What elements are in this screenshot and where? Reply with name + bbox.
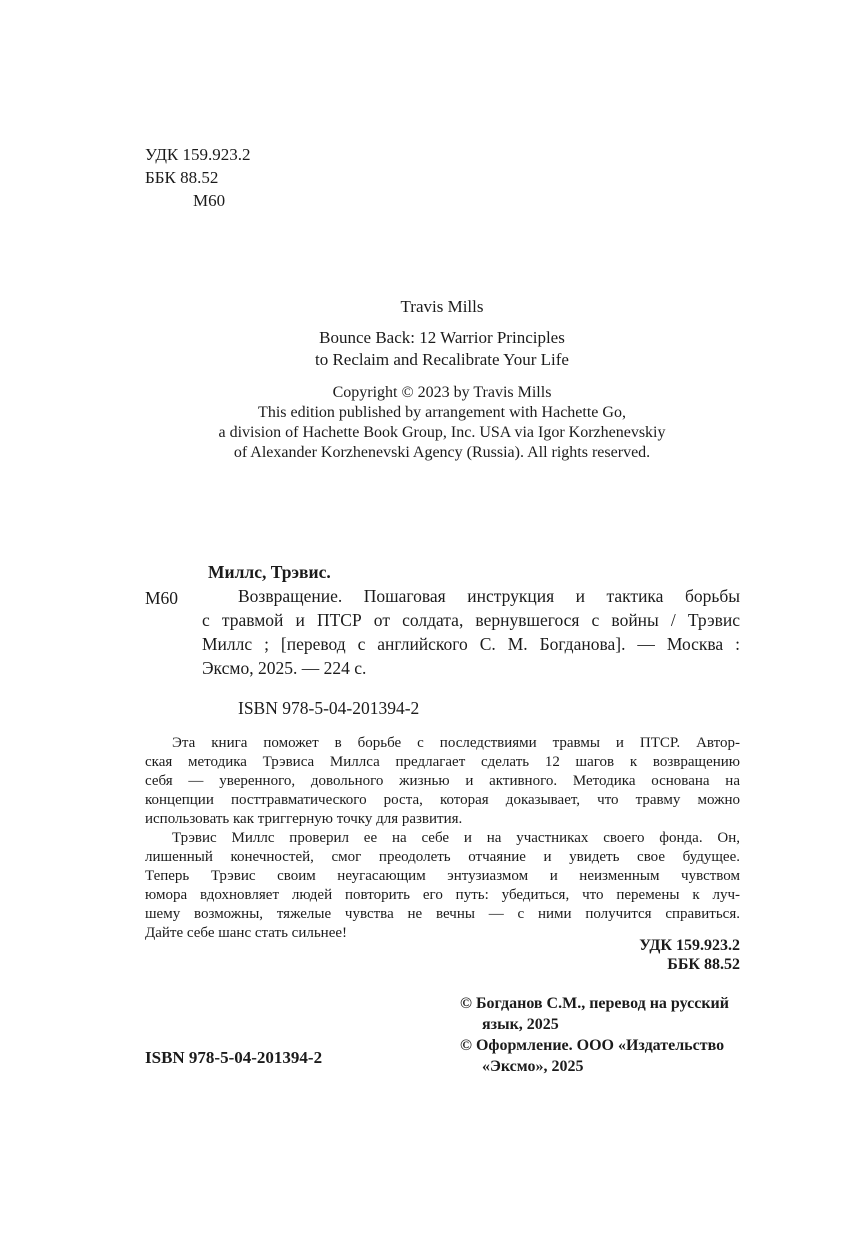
annotation-line: Эта книга поможет в борьбе с последствиями травмы и ПТСР. Автор- xyxy=(172,735,740,751)
credit-line: © Богданов С.М., перевод на русский xyxy=(460,995,729,1012)
copyright-line: a division of Hachette Book Group, Inc. USA via Igor Korzhenevskiy xyxy=(218,424,666,441)
isbn-bottom: ISBN 978-5-04-201394-2 xyxy=(145,1048,323,1067)
rights-credits xyxy=(460,993,752,1077)
copyright-line: of Alexander Korzhenevski Agency (Russia). All rights reserved. xyxy=(233,444,651,461)
author-sign-top: М60 xyxy=(193,191,226,210)
annotation-line: юмора вдохновляет людей повторить его путь: убедиться, что перемены к луч- xyxy=(145,887,740,903)
original-title-line-1: Bounce Back: 12 Warrior Principles xyxy=(319,328,565,347)
annotation-line: Трэвис Миллс проверил ее на себе и на участниках своего фонда. Он, xyxy=(172,830,740,846)
isbn-catalog: ISBN 978-5-04-201394-2 xyxy=(238,698,420,718)
copyright-line: This edition published by arrangement with Hachette Go, xyxy=(258,404,626,421)
credit-line-continuation: «Эксмо», 2025 xyxy=(482,1058,584,1075)
annotation-line: концепции посттравматического роста, которая доказывает, что травму можно xyxy=(145,792,740,808)
author-sign: М60 xyxy=(145,588,179,608)
bbk-code-bottom: ББК 88.52 xyxy=(667,956,740,973)
original-title-line-2: to Reclaim and Recalibrate Your Life xyxy=(315,350,569,369)
annotation-line: лишенный конечностей, смог преодолеть отчаяние и увидеть свое будущее. xyxy=(145,849,740,865)
udk-code-top: УДК 159.923.2 xyxy=(145,145,251,164)
catalog-line: Эксмо, 2025. — 224 с. xyxy=(202,658,367,678)
annotation-line: Теперь Трэвис своим неугасающим энтузиазмом и неизменным чувством xyxy=(145,868,740,884)
annotation-line: Дайте себе шанс стать сильнее! xyxy=(145,925,348,941)
bbk-code-top: ББК 88.52 xyxy=(145,168,219,187)
annotation-line: использовать как триггерную точку для развития. xyxy=(145,811,463,827)
annotation-line: ская методика Трэвиса Миллса предлагает сделать 12 шагов к возвращению xyxy=(145,754,740,770)
catalog-codes-top xyxy=(145,143,251,212)
annotation-line: себя — уверенного, довольного жизнью и активного. Методика основана на xyxy=(145,773,740,789)
catalog-line: Миллс ; [перевод с английского С. М. Богданова]. — Москва : xyxy=(202,634,740,654)
catalog-codes-bottom xyxy=(639,936,740,974)
catalog-entry xyxy=(202,560,740,720)
catalog-author: Миллс, Трэвис. xyxy=(208,562,331,582)
annotation-block xyxy=(145,734,740,943)
annotation-line: шему возможны, тяжелые чувства не вечны — с ними получится справиться. xyxy=(145,906,740,922)
catalog-line: Возвращение. Пошаговая инструкция и тактика борьбы xyxy=(238,586,740,606)
udk-code-bottom: УДК 159.923.2 xyxy=(639,937,740,954)
copyright-line: Copyright © 2023 by Travis Mills xyxy=(332,384,552,401)
original-edition-block xyxy=(60,296,824,463)
credit-line: © Оформление. ООО «Издательство xyxy=(460,1037,725,1054)
catalog-line: с травмой и ПТСР от солдата, вернувшегося с войны / Трэвис xyxy=(202,610,740,630)
copyright-notice xyxy=(60,383,824,463)
credit-line-continuation: язык, 2025 xyxy=(482,1016,559,1033)
original-author: Travis Mills xyxy=(400,297,484,316)
catalog-card xyxy=(145,560,740,720)
